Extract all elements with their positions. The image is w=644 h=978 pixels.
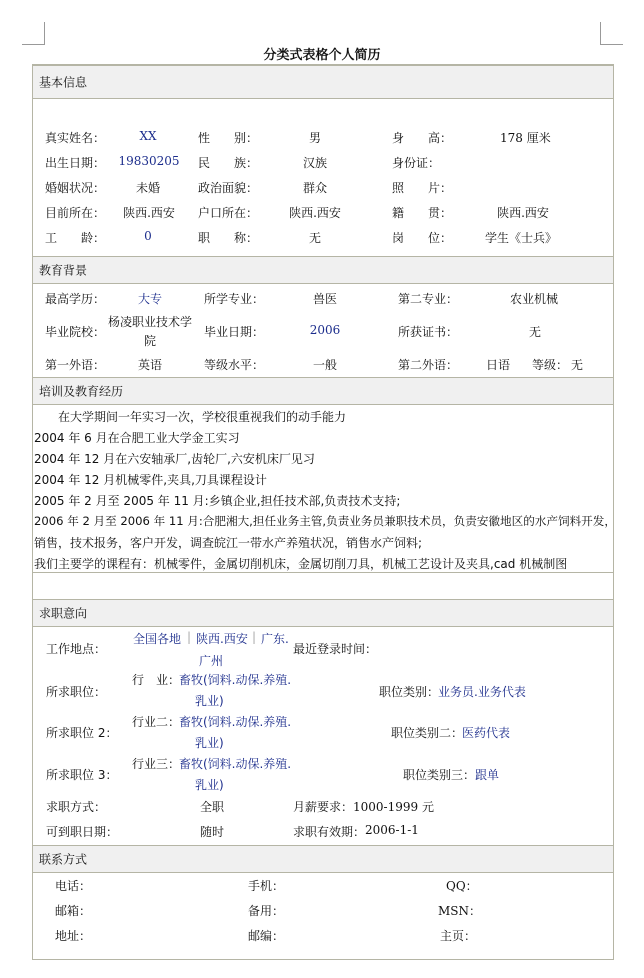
category2-label: 职位类别二： xyxy=(391,726,464,740)
level-value: 一般 xyxy=(312,358,337,372)
name-label: 真实姓名： xyxy=(45,131,106,145)
cert-label: 所获证书： xyxy=(398,325,459,339)
degree-value: 大专 xyxy=(137,292,162,306)
training-line: 2004 年 12 月在六安轴承厂,齿轮厂,六安机床厂见习 xyxy=(34,452,315,466)
crop-mark-top-right xyxy=(600,22,623,45)
degree-label: 最高学历： xyxy=(45,292,106,306)
major-label: 所学专业： xyxy=(204,292,265,306)
major-value: 兽医 xyxy=(312,292,337,306)
political-value: 群众 xyxy=(302,181,327,195)
place-link-nationwide[interactable]: 全国各地 xyxy=(133,632,182,646)
school-value-line2: 院 xyxy=(143,334,156,348)
training-line: 2006 年 2 月至 2006 年 11 月:合肥湘大,担任业务主管,负责业务员兼职技术员，负责安徽地区的水产饲料开发， xyxy=(34,514,616,528)
post-label: 岗 位： xyxy=(392,231,453,245)
lang2-label: 第二外语： xyxy=(398,358,459,372)
marital-label: 婚姻状况： xyxy=(45,181,106,195)
mode-value: 全职 xyxy=(199,800,224,814)
job3-label: 所求职位 3： xyxy=(46,768,118,782)
salary-value: 1000-1999 元 xyxy=(353,800,434,814)
lang1-label: 第一外语： xyxy=(45,358,106,372)
industry3-label: 行业三： xyxy=(132,757,181,771)
marital-value: 未婚 xyxy=(135,181,160,195)
gender-label: 性 别： xyxy=(198,131,259,145)
post-value: 学生《士兵》 xyxy=(484,231,557,245)
divider xyxy=(33,572,613,573)
place-separator: | xyxy=(252,630,257,644)
salary-label: 月薪要求： xyxy=(293,800,354,814)
section-contact: 联系方式 xyxy=(33,845,613,873)
phone-label: 电话： xyxy=(55,879,92,893)
industry1-link[interactable]: 畜牧(饲料.动保.养殖. xyxy=(179,673,292,687)
height-value: 178 厘米 xyxy=(500,131,551,145)
school-value-line1: 杨凌职业技术学 xyxy=(107,315,192,329)
category1-link[interactable]: 业务员.业务代表 xyxy=(438,685,526,699)
page-title: 分类式表格个人简历 xyxy=(263,48,381,63)
industry3-link-cont[interactable]: 乳业) xyxy=(195,778,224,792)
category3-label: 职位类别三： xyxy=(403,768,476,782)
second-major-value: 农业机械 xyxy=(509,292,558,306)
seniority-value: 0 xyxy=(144,229,152,243)
lang2-value: 日语 xyxy=(486,358,511,372)
address-label: 地址： xyxy=(55,929,92,943)
birth-value: 19830205 xyxy=(118,154,180,168)
email-label: 邮箱： xyxy=(55,904,92,918)
level2-label: 等级： xyxy=(532,358,569,372)
id-label: 身份证： xyxy=(392,156,441,170)
ethnic-label: 民 族： xyxy=(198,156,259,170)
training-line: 2004 年 6 月在合肥工业大学金工实习 xyxy=(34,431,240,445)
industry1-link-cont[interactable]: 乳业) xyxy=(195,694,224,708)
place-separator: | xyxy=(187,630,192,644)
industry3-link[interactable]: 畜牧(饲料.动保.养殖. xyxy=(179,757,292,771)
level2-value: 无 xyxy=(571,358,584,372)
location-label: 目前所在： xyxy=(45,206,106,220)
industry2-label: 行业二： xyxy=(132,715,181,729)
location-value: 陕西.西安 xyxy=(123,206,175,220)
backup-label: 备用： xyxy=(248,904,285,918)
ethnic-value: 汉族 xyxy=(302,156,327,170)
training-line: 2004 年 12 月机械零件,夹具,刀具课程设计 xyxy=(34,473,267,487)
section-basic: 基本信息 xyxy=(33,65,613,99)
origin-value: 陕西.西安 xyxy=(497,206,549,220)
category3-link[interactable]: 跟单 xyxy=(475,768,500,782)
job1-label: 所求职位： xyxy=(46,685,107,699)
job2-label: 所求职位 2： xyxy=(46,726,118,740)
school-label: 毕业院校： xyxy=(45,325,106,339)
zip-label: 邮编： xyxy=(248,929,285,943)
section-training: 培训及教育经历 xyxy=(33,377,613,405)
start-date-label: 可到职日期： xyxy=(46,825,119,839)
msn-label: MSN： xyxy=(438,904,482,918)
mode-label: 求职方式： xyxy=(46,800,107,814)
training-line: 销售，技术报务，客户开发，调查皖江一带水产养殖状况，销售水产饲料; xyxy=(34,536,423,550)
training-line: 我们主要学的课程有：机械零件，金属切削机床，金属切削刀具，机械工艺设计及夹具,cad 机械制图 xyxy=(34,557,568,571)
height-label: 身 高： xyxy=(392,131,453,145)
hukou-label: 户口所在： xyxy=(198,206,259,220)
lang1-value: 英语 xyxy=(137,358,162,372)
valid-value: 2006-1-1 xyxy=(365,823,419,837)
category1-label: 职位类别： xyxy=(379,685,440,699)
section-education: 教育背景 xyxy=(33,256,613,284)
start-date-value: 随时 xyxy=(199,825,224,839)
section-intent: 求职意向 xyxy=(33,599,613,627)
training-line: 在大学期间一年实习一次，学校很重视我们的动手能力 xyxy=(34,410,347,424)
grad-label: 毕业日期： xyxy=(204,325,265,339)
last-login-label: 最近登录时间： xyxy=(293,642,378,656)
industry1-label: 行 业： xyxy=(132,673,181,687)
political-label: 政治面貌： xyxy=(198,181,259,195)
valid-label: 求职有效期： xyxy=(293,825,366,839)
name-value: XX xyxy=(139,129,157,143)
hukou-value: 陕西.西安 xyxy=(289,206,341,220)
qq-label: QQ： xyxy=(446,879,478,893)
job-title-value: 无 xyxy=(308,231,321,245)
job-title-label: 职 称： xyxy=(198,231,259,245)
place-link-guangzhou[interactable]: 广州 xyxy=(199,654,224,668)
cert-value: 无 xyxy=(528,325,541,339)
level-label: 等级水平： xyxy=(204,358,265,372)
gender-value: 男 xyxy=(308,131,321,145)
photo-label: 照 片： xyxy=(392,181,453,195)
second-major-label: 第二专业： xyxy=(398,292,459,306)
crop-mark-top-left xyxy=(22,22,45,45)
birth-label: 出生日期： xyxy=(45,156,106,170)
workplace-label: 工作地点： xyxy=(46,642,107,656)
origin-label: 籍 贯： xyxy=(392,206,453,220)
mobile-label: 手机： xyxy=(248,879,285,893)
seniority-label: 工 龄： xyxy=(45,231,106,245)
homepage-label: 主页： xyxy=(440,929,477,943)
place-link-xian[interactable]: 陕西.西安 xyxy=(196,632,248,646)
grad-value: 2006 xyxy=(309,323,341,337)
category2-link[interactable]: 医药代表 xyxy=(462,726,511,740)
industry2-link[interactable]: 畜牧(饲料.动保.养殖. xyxy=(179,715,292,729)
industry2-link-cont[interactable]: 乳业) xyxy=(195,736,224,750)
place-link-guangdong[interactable]: 广东. xyxy=(261,632,289,646)
training-line: 2005 年 2 月至 2005 年 11 月:乡镇企业,担任技术部,负责技术支持; xyxy=(34,494,401,508)
